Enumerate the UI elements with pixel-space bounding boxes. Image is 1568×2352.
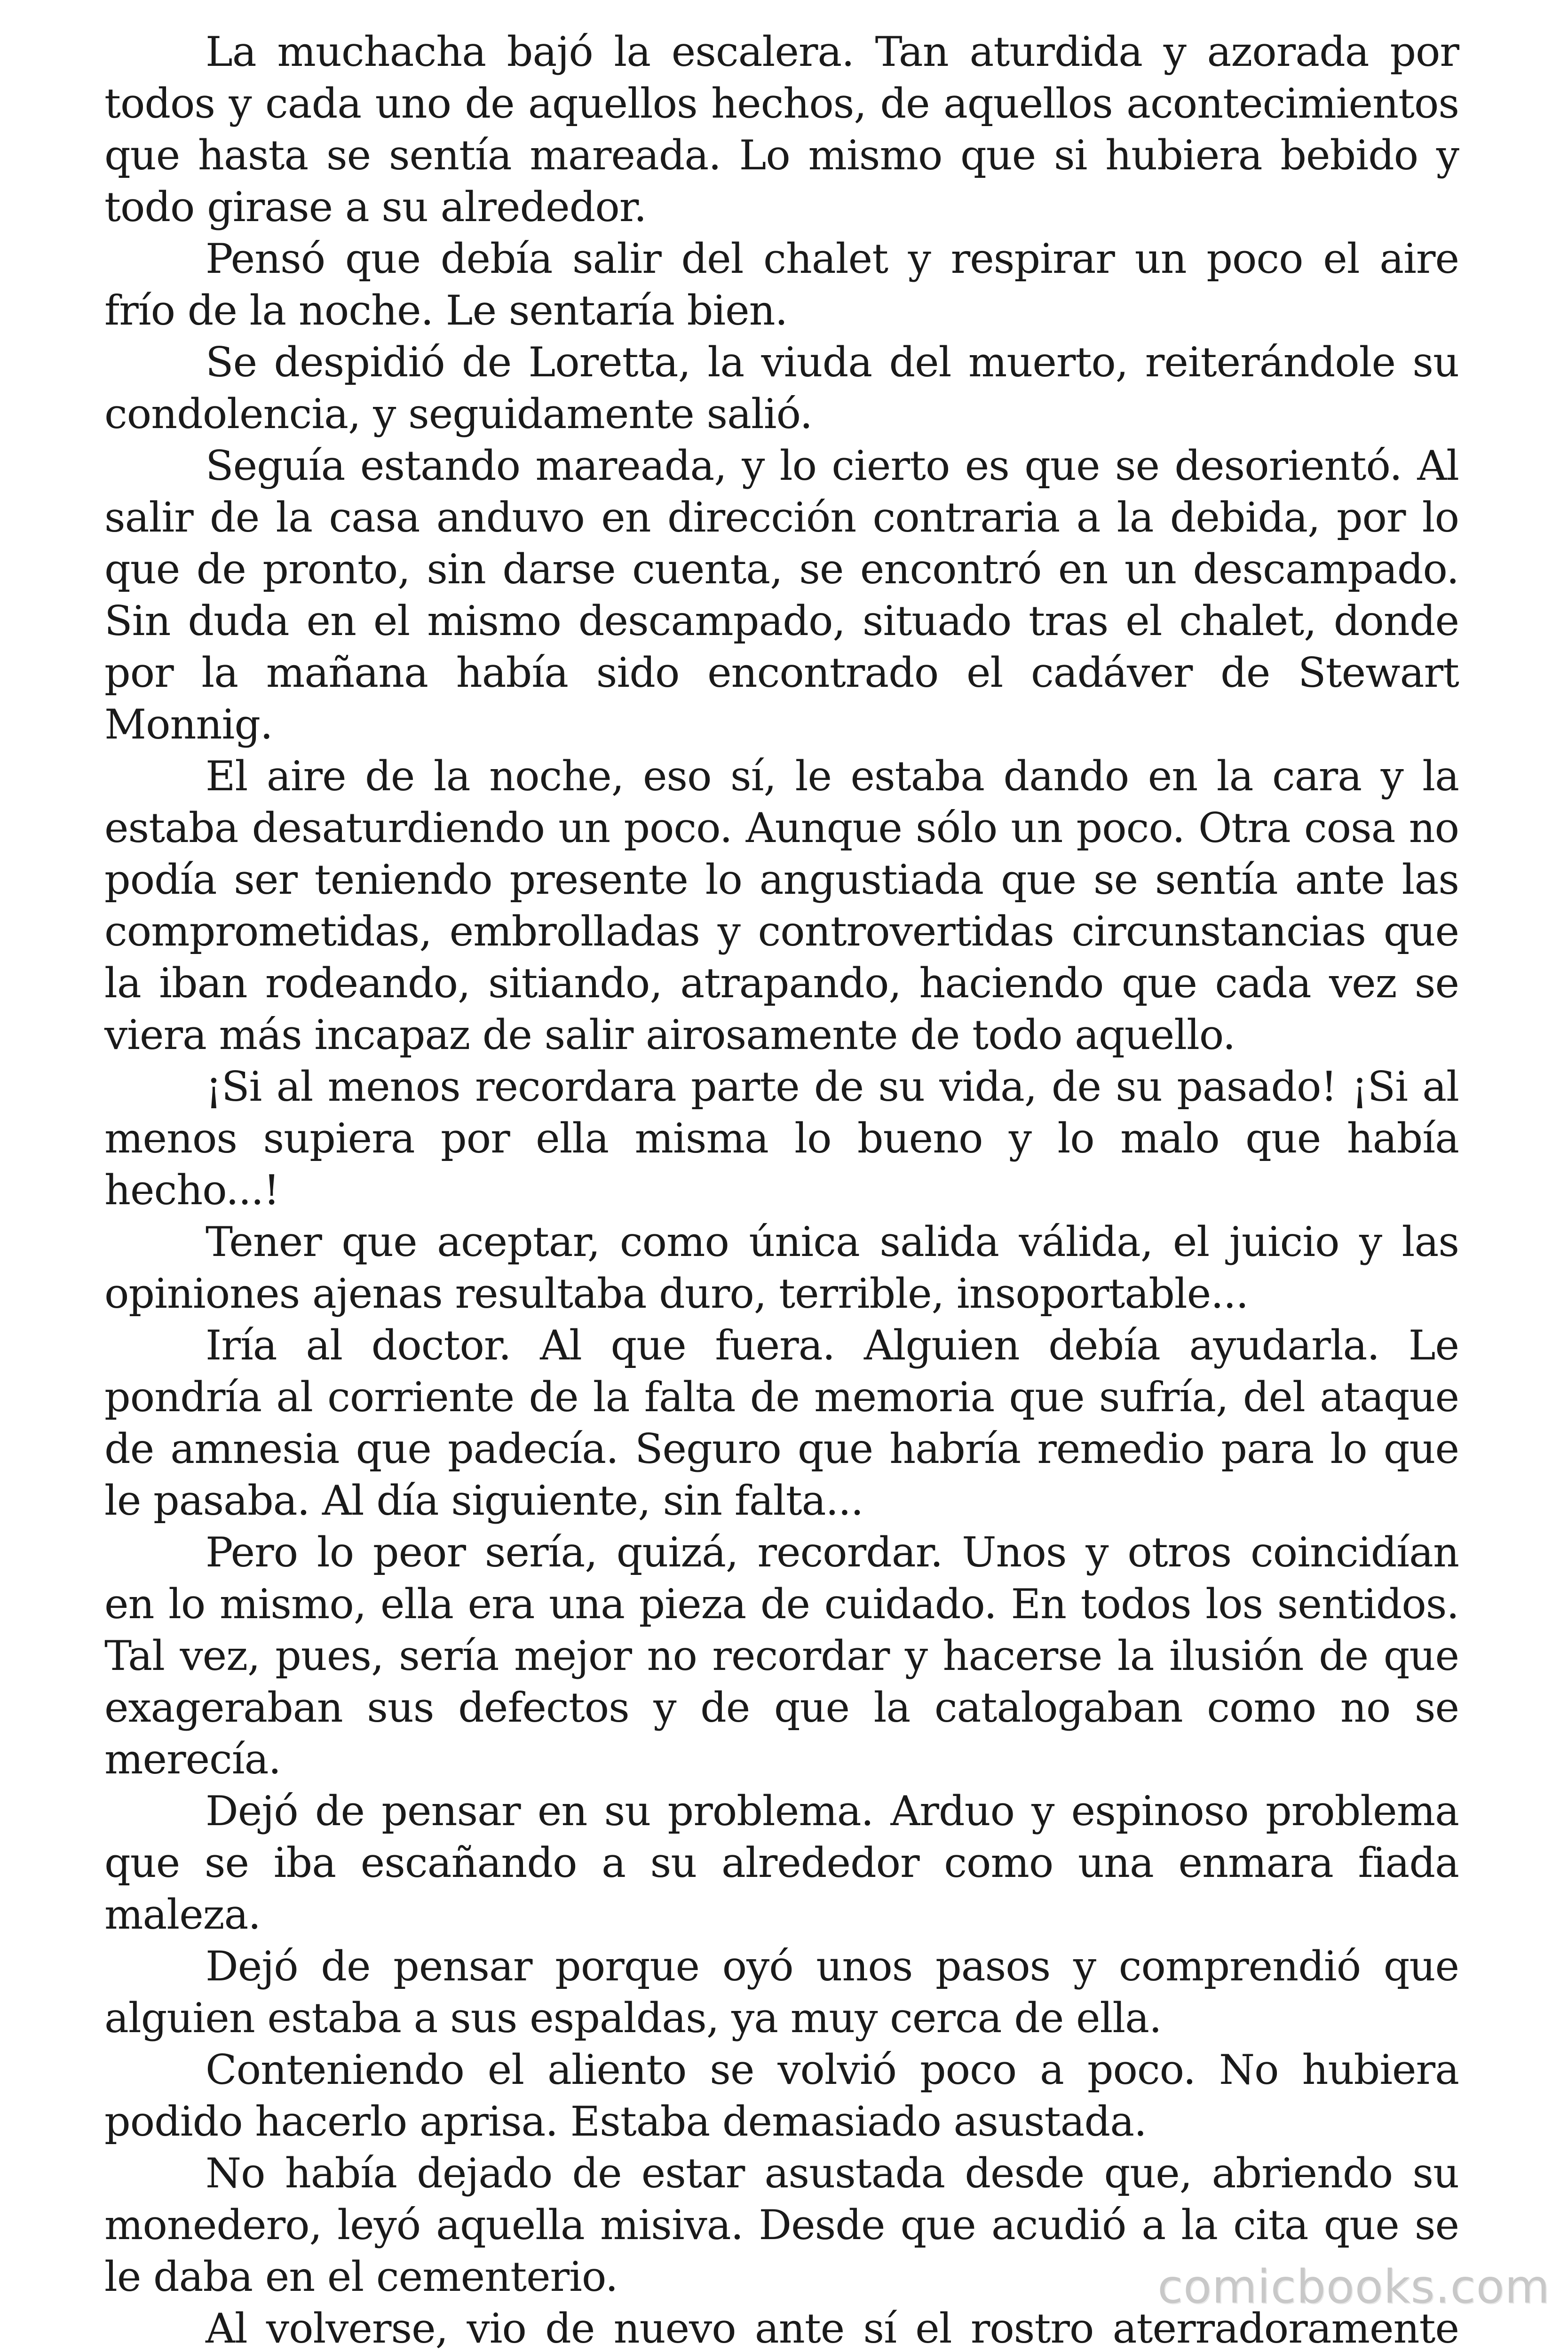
book-page-text xyxy=(104,26,1459,2352)
paragraph: ¡Si al menos recordara parte de su vida, de su pasado! ¡Si al menos supiera por ella misma lo bueno y lo malo que había hecho...! xyxy=(104,1063,1459,1214)
paragraph: Pensó que debía salir del chalet y respirar un poco el aire frío de la noche. Le sentaría bien. xyxy=(104,235,1459,334)
paragraph: El aire de la noche, eso sí, le estaba dando en la cara y la estaba desaturdiendo un poco. Aunque sólo un poco. Otra cosa no podía ser teniendo presente lo angustiada que se sentía ante las comprometidas, embrolladas y controvertidas circunstancias que la iban rodeando, sitiando, atrapando, haciendo que cada vez se viera más incapaz de salir airosamente de todo aquello. xyxy=(104,752,1459,1059)
paragraph: Al volverse, vio de nuevo ante sí el rostro aterradoramente xyxy=(206,2304,1459,2352)
paragraph: La muchacha bajó la escalera. Tan aturdida y azorada por todos y cada uno de aquellos hechos, de aquellos acontecimientos que hasta se sentía mareada. Lo mismo que si hubiera bebido y todo girase a su alrededor. xyxy=(104,28,1459,231)
paragraph: Se despidió de Loretta, la viuda del muerto, reiterándole su condolencia, y seguidamente salió. xyxy=(104,338,1459,438)
paragraph: Dejó de pensar porque oyó unos pasos y comprendió que alguien estaba a sus espaldas, ya muy cerca de ella. xyxy=(104,1942,1459,2042)
watermark-text: comicbooks.com xyxy=(1157,2260,1550,2314)
paragraph: Pero lo peor sería, quizá, recordar. Unos y otros coincidían en lo mismo, ella era una pieza de cuidado. En todos los sentidos. Tal vez, pues, sería mejor no recordar y hacerse la ilusión de que exageraban sus defectos y de que la catalogaban como no se merecía. xyxy=(104,1528,1459,1783)
paragraph: Iría al doctor. Al que fuera. Alguien debía ayudarla. Le pondría al corriente de la falta de memoria que sufría, del ataque de amnesia que padecía. Seguro que habría remedio para lo que le pasaba. Al día siguiente, sin falta... xyxy=(104,1321,1459,1525)
paragraph: No había dejado de estar asustada desde que, abriendo su monedero, leyó aquella misiva. Desde que acudió a la cita que se le daba en el cementerio. xyxy=(104,2149,1459,2301)
paragraph: Seguía estando mareada, y lo cierto es que se desorientó. Al salir de la casa anduvo en dirección contraria a la debida, por lo que de pronto, sin darse cuenta, se encontró en un descampado. Sin duda en el mismo descampado, situado tras el chalet, donde por la mañana había sido encontrado el cadáver de Stewart Monnig. xyxy=(104,442,1459,748)
paragraph: Dejó de pensar en su problema. Arduo y espinoso problema que se iba escañando a su alrededor como una enmara fiada maleza. xyxy=(104,1787,1459,1939)
paragraph: Conteniendo el aliento se volvió poco a poco. No hubiera podido hacerlo aprisa. Estaba demasiado asustada. xyxy=(104,2046,1459,2145)
paragraph: Tener que aceptar, como única salida válida, el juicio y las opiniones ajenas resultaba duro, terrible, insoportable... xyxy=(104,1218,1459,1318)
